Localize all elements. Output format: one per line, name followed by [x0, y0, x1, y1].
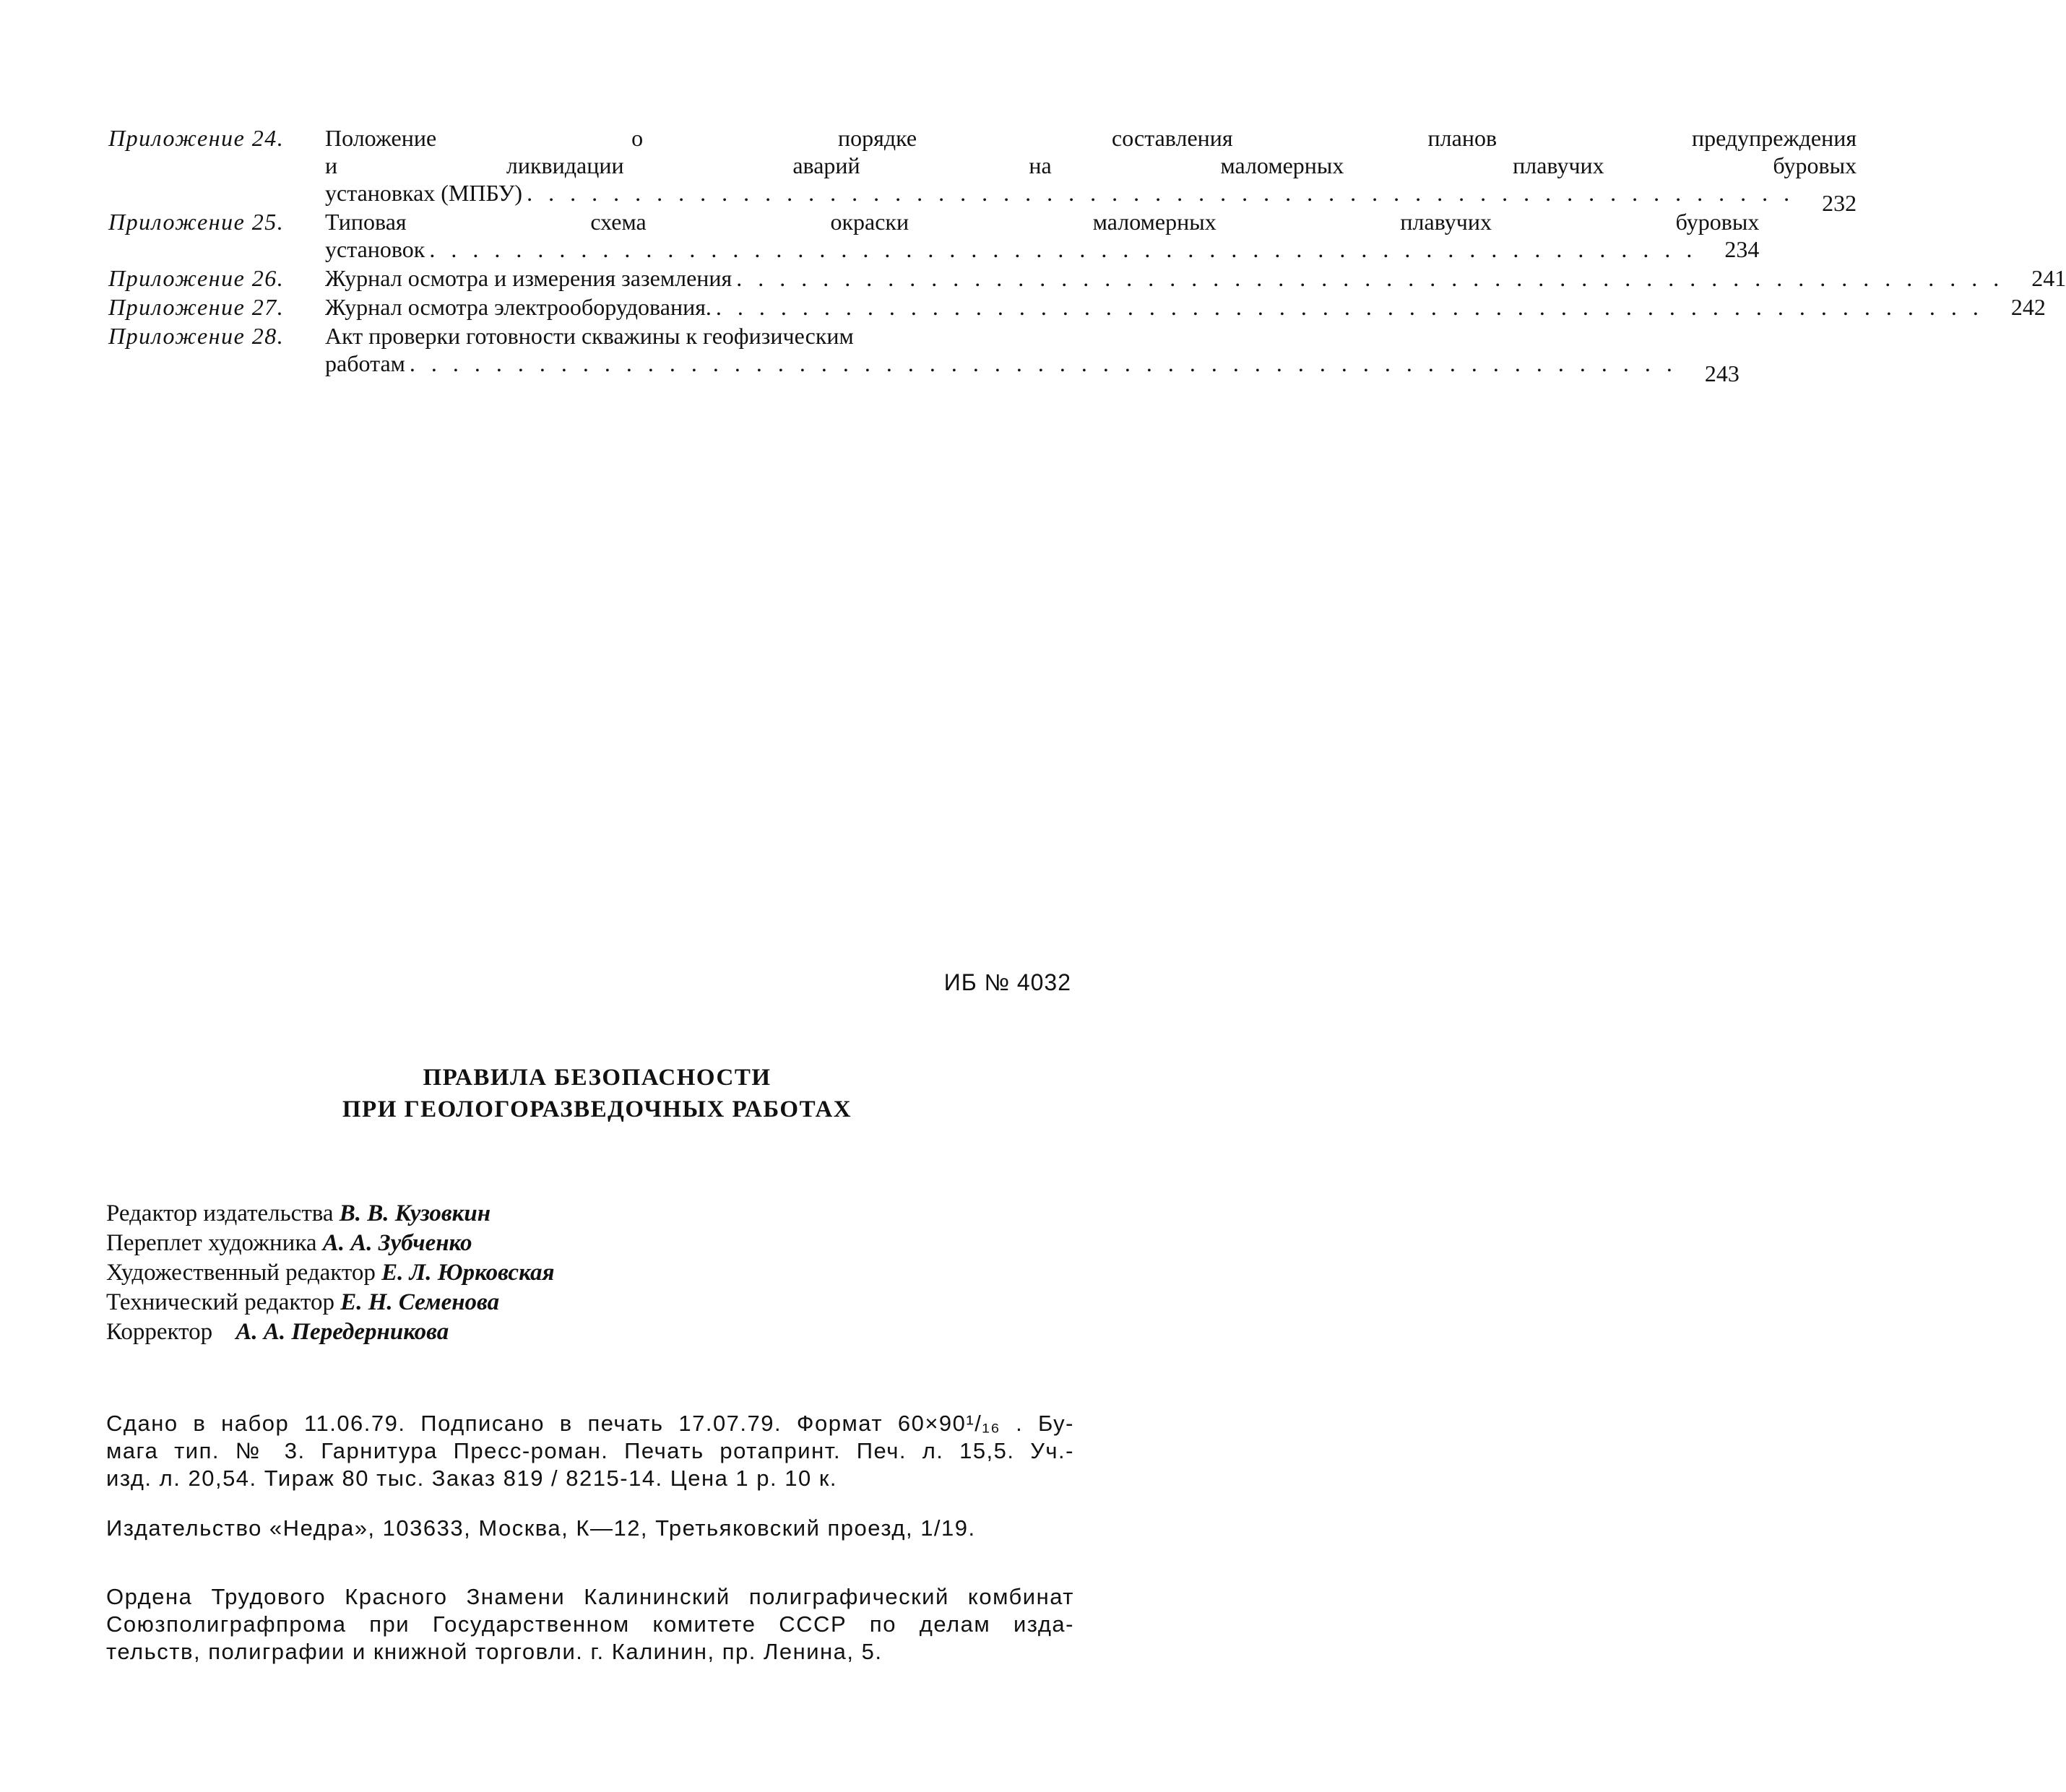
toc-entry-text-line: Типовая схема окраски маломерных плавучих буровых	[325, 209, 1760, 235]
credit-role: Корректор	[106, 1319, 219, 1345]
table-of-contents	[108, 124, 2066, 386]
toc-leader-dots: . . . . . . . . . . . . . . . . . . . . . . . . . . . . . . . . . . . . . . . . . . . . . . . . . . . . . . . . . . .	[736, 265, 2005, 291]
credit-line	[106, 1199, 555, 1229]
credit-line	[106, 1288, 555, 1317]
print-details-line: мага тип. № 3. Гарнитура Пресс-роман. Печать ротапринт. Печ. л. 15,5. Уч.-	[106, 1438, 1074, 1463]
credit-role: Редактор издательства	[106, 1200, 334, 1226]
toc-page-number: 241	[2031, 265, 2066, 291]
toc-entry-appendix-28	[108, 322, 1739, 386]
credit-name: А. А. Передерникова	[235, 1319, 449, 1345]
toc-entry-text-line: Положение о порядке составления планов предупреждения	[325, 125, 1857, 151]
printer-info	[106, 1583, 1074, 1666]
credit-line	[106, 1317, 555, 1347]
credits-list	[106, 1199, 555, 1347]
toc-page-number: 234	[1724, 236, 1760, 262]
credit-role: Переплет художника	[106, 1230, 317, 1256]
toc-entry-text-line: установок	[325, 236, 425, 262]
toc-entry-appendix-25	[108, 208, 1760, 263]
print-details-line: Сдано в набор 11.06.79. Подписано в печать 17.07.79. Формат 60×90¹/₁₆ . Бу-	[106, 1411, 1074, 1436]
toc-entry-appendix-24	[108, 124, 1857, 216]
toc-entry-label: Приложение 27.	[108, 294, 285, 320]
toc-leader-dots: . . . . . . . . . . . . . . . . . . . . . . . . . . . . . . . . . . . . . . . . . . . . . . . . . . . . . . . . . . .	[715, 294, 1984, 320]
book-title-line: ПРИ ГЕОЛОГОРАЗВЕДОЧНЫХ РАБОТАХ	[342, 1096, 852, 1122]
credit-line	[106, 1229, 555, 1258]
credit-name: Е. Н. Семенова	[340, 1289, 500, 1315]
publisher-address-line: Издательство «Недра», 103633, Москва, К—12, Третьяковский проезд, 1/19.	[106, 1515, 976, 1541]
toc-entry-text-line: Акт проверки готовности скважины к геофизическим	[325, 323, 854, 349]
toc-leader-dots: . . . . . . . . . . . . . . . . . . . . . . . . . . . . . . . . . . . . . . . . . . . . . . . . . . . . . . . . . . .	[527, 180, 1795, 206]
toc-page-number: 243	[1704, 360, 1739, 386]
toc-entry-appendix-26	[108, 264, 2066, 292]
toc-entry-text-line: Журнал осмотра электрооборудования.	[325, 294, 712, 320]
toc-entry-text-line: установках (МПБУ)	[325, 180, 523, 206]
toc-entry-text-line: Журнал осмотра и измерения заземления	[325, 265, 732, 291]
toc-entry-label: Приложение 25.	[108, 209, 285, 235]
toc-entry-label: Приложение 24.	[108, 125, 285, 151]
printer-info-line: Ордена Трудового Красного Знамени Калининский полиграфический комбинат	[106, 1584, 1074, 1609]
toc-entry-label: Приложение 26.	[108, 265, 285, 291]
printer-info-line: тельств, полиграфии и книжной торговли. г. Калинин, пр. Ленина, 5.	[106, 1639, 883, 1664]
toc-page-number: 242	[2010, 294, 2046, 320]
credit-name: Е. Л. Юрковская	[381, 1260, 555, 1286]
print-details	[106, 1410, 1074, 1492]
credit-role: Технический редактор	[106, 1289, 334, 1315]
toc-entry-text-line: работам	[325, 350, 405, 376]
print-details-line: изд. л. 20,54. Тираж 80 тыс. Заказ 819 / 8215-14. Цена 1 р. 10 к.	[106, 1466, 838, 1491]
toc-entry-appendix-27	[108, 293, 2046, 321]
book-title-line: ПРАВИЛА БЕЗОПАСНОСТИ	[423, 1065, 771, 1091]
credit-name: В. В. Кузовкин	[339, 1200, 491, 1226]
credit-line	[106, 1258, 555, 1288]
ib-number: ИБ № 4032	[943, 969, 1071, 995]
book-title	[0, 1062, 1194, 1125]
publisher-address	[106, 1515, 1074, 1542]
credit-role: Художественный редактор	[106, 1260, 376, 1286]
toc-entry-text-line: и ликвидации аварий на маломерных плавучих буровых	[325, 152, 1857, 178]
printer-info-line: Союзполиграфпрома при Государственном комитете СССР по делам изда-	[106, 1611, 1074, 1637]
credit-name: А. А. Зубченко	[322, 1230, 472, 1256]
toc-entry-label: Приложение 28.	[108, 323, 285, 349]
toc-leader-dots: . . . . . . . . . . . . . . . . . . . . . . . . . . . . . . . . . . . . . . . . . . . . . . . . . . . . . . . . . . .	[429, 236, 1698, 262]
toc-page-number: 232	[1822, 190, 1857, 216]
toc-leader-dots: . . . . . . . . . . . . . . . . . . . . . . . . . . . . . . . . . . . . . . . . . . . . . . . . . . . . . . . . . . .	[409, 350, 1677, 376]
